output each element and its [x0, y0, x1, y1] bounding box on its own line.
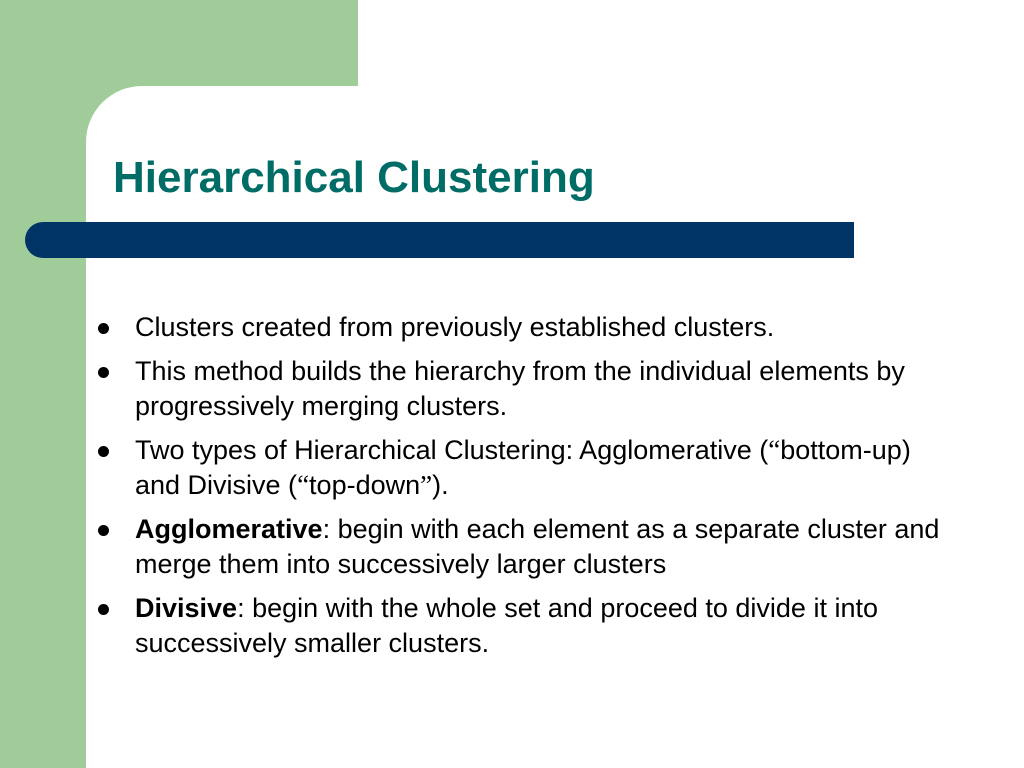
- bullet-item: [96, 310, 956, 345]
- bullet-item: [96, 433, 956, 503]
- bullet-text: Clusters created from previously established clusters.: [135, 312, 775, 342]
- bullet-text: This method builds the hierarchy from the individual elements by progressively merging clusters.: [135, 356, 905, 421]
- bullet-dot-icon: [98, 367, 109, 378]
- bullet-text: : begin with the whole set and proceed to divide it into successively smaller clusters.: [135, 593, 878, 658]
- bullet-text: : begin with each element as a separate cluster and merge them into successively larger clusters: [135, 514, 940, 579]
- bullet-dot-icon: [98, 446, 109, 457]
- bullet-text-suffix: ).: [432, 470, 449, 500]
- bullet-item: [96, 512, 956, 582]
- bullet-term: Divisive: [135, 593, 238, 623]
- bullet-item: [96, 591, 956, 661]
- bullet-term: Agglomerative: [135, 514, 323, 544]
- bullet-dot-icon: [98, 323, 109, 334]
- bullet-text-middle: top-down: [309, 470, 421, 500]
- open-quote: “: [297, 470, 310, 500]
- bullet-text-prefix: Two types of Hierarchical Clustering: Agglomerative (: [135, 435, 769, 465]
- close-quote: ”: [420, 470, 433, 500]
- bullet-dot-icon: [98, 604, 109, 615]
- bullet-text-middle: bottom-up) and Divisive (: [135, 435, 911, 500]
- bullet-item: [96, 354, 956, 424]
- bullet-dot-icon: [98, 525, 109, 536]
- title-underline-bar: [25, 222, 854, 258]
- open-quote: “: [768, 435, 781, 465]
- slide-title: Hierarchical Clustering: [113, 153, 595, 202]
- bullet-list: [96, 310, 956, 670]
